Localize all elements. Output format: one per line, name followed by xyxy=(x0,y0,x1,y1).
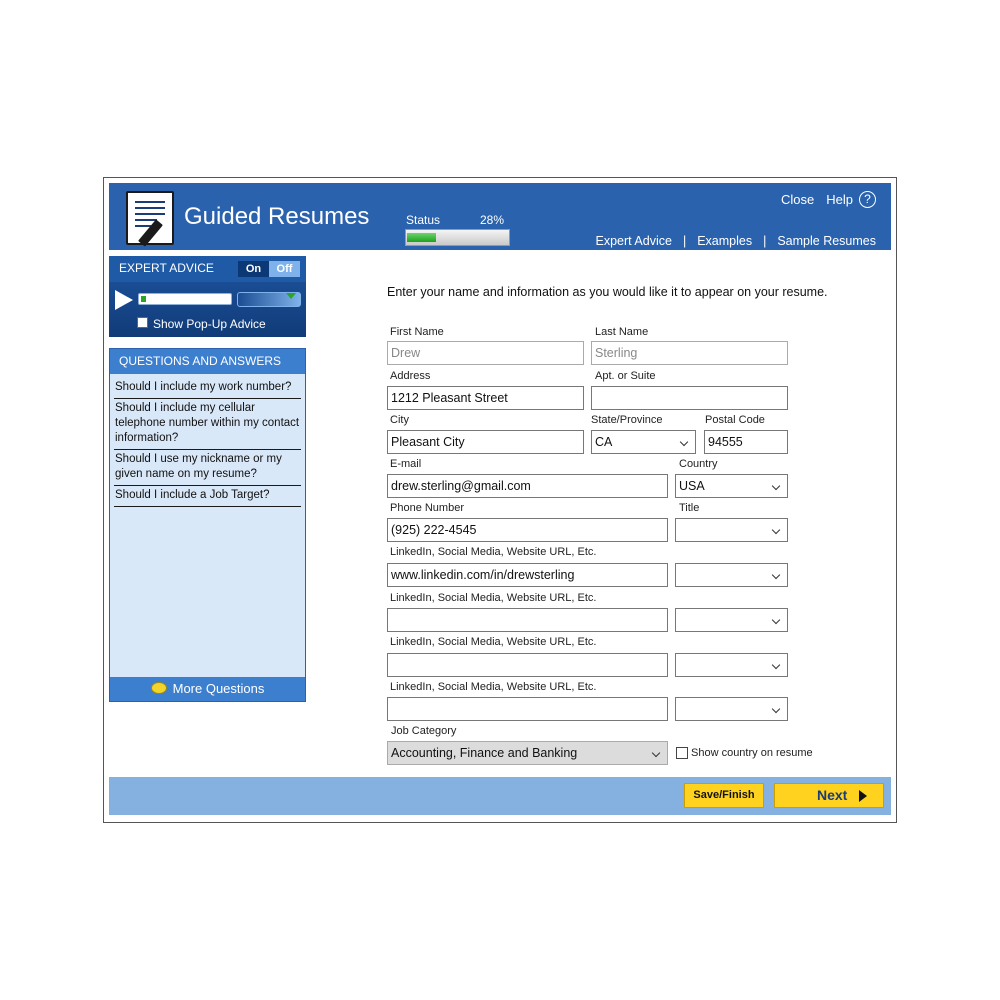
app-title: Guided Resumes xyxy=(184,203,370,230)
show-country-label: Show country on resume xyxy=(691,747,813,759)
advice-toggle xyxy=(238,261,300,277)
help-link[interactable]: Help xyxy=(826,192,853,207)
email-input[interactable]: drew.sterling@gmail.com xyxy=(387,474,668,498)
save-finish-button[interactable]: Save/Finish xyxy=(684,783,764,808)
country-select[interactable]: USA xyxy=(675,474,788,498)
resume-logo-icon xyxy=(126,191,174,245)
qa-panel xyxy=(109,348,306,702)
link-type-select[interactable] xyxy=(675,563,788,587)
qa-list xyxy=(110,374,305,507)
audio-player xyxy=(109,282,306,337)
footer-bar xyxy=(109,777,891,815)
separator: | xyxy=(763,234,767,248)
expert-advice-panel xyxy=(109,256,306,337)
qa-item[interactable]: Should I use my nickname or my given name on my resume? xyxy=(114,450,301,486)
popup-advice-label: Show Pop-Up Advice xyxy=(153,317,266,331)
link-type-select[interactable] xyxy=(675,653,788,677)
first-name-label: First Name xyxy=(390,326,444,338)
speech-bubble-icon xyxy=(151,682,167,694)
close-link[interactable]: Close xyxy=(781,192,815,207)
city-input[interactable]: Pleasant City xyxy=(387,430,584,454)
advice-on-button[interactable]: On xyxy=(238,261,269,277)
link-label: LinkedIn, Social Media, Website URL, Etc. xyxy=(390,546,597,558)
top-links xyxy=(769,191,876,208)
status-progress-bar xyxy=(405,229,510,246)
more-questions-button[interactable] xyxy=(110,677,305,701)
audio-progress-fill xyxy=(141,296,146,302)
job-category-select[interactable]: Accounting, Finance and Banking xyxy=(387,741,668,765)
phone-label: Phone Number xyxy=(390,502,464,514)
link-input[interactable]: www.linkedin.com/in/drewsterling xyxy=(387,563,668,587)
apt-label: Apt. or Suite xyxy=(595,370,656,382)
sample-resumes-link[interactable]: Sample Resumes xyxy=(777,234,876,248)
form-instructions: Enter your name and information as you would like it to appear on your resume. xyxy=(387,285,828,299)
header-bar xyxy=(109,183,891,250)
volume-knob-icon[interactable] xyxy=(286,293,296,299)
address-input[interactable]: 1212 Pleasant Street xyxy=(387,386,584,410)
phone-input[interactable]: (925) 222-4545 xyxy=(387,518,668,542)
arrow-right-icon xyxy=(859,790,867,802)
advice-off-button[interactable]: Off xyxy=(269,261,300,277)
title-label: Title xyxy=(679,502,700,514)
link-label: LinkedIn, Social Media, Website URL, Etc. xyxy=(390,681,597,693)
job-category-label: Job Category xyxy=(391,725,457,737)
apt-input[interactable] xyxy=(591,386,788,410)
app-window xyxy=(103,177,897,823)
city-label: City xyxy=(390,414,409,426)
popup-advice-checkbox[interactable] xyxy=(137,317,148,328)
state-label: State/Province xyxy=(591,414,663,426)
link-label: LinkedIn, Social Media, Website URL, Etc. xyxy=(390,592,597,604)
address-label: Address xyxy=(390,370,431,382)
postal-code-input[interactable]: 94555 xyxy=(704,430,788,454)
last-name-input[interactable]: Sterling xyxy=(591,341,788,365)
volume-slider[interactable] xyxy=(237,292,301,307)
separator: | xyxy=(682,234,687,248)
show-country-checkbox[interactable] xyxy=(676,747,688,759)
next-label: Next xyxy=(817,787,848,803)
link-input[interactable] xyxy=(387,653,668,677)
first-name-input[interactable]: Drew xyxy=(387,341,584,365)
examples-link[interactable]: Examples xyxy=(697,234,753,248)
expert-advice-link[interactable]: Expert Advice xyxy=(595,234,672,248)
status-label: Status xyxy=(406,213,441,227)
audio-progress-bar[interactable] xyxy=(138,293,232,305)
email-label: E-mail xyxy=(390,458,422,470)
postal-code-label: Postal Code xyxy=(705,414,765,426)
help-icon[interactable]: ? xyxy=(859,191,876,208)
qa-item[interactable]: Should I include my work number? xyxy=(114,378,301,399)
qa-title: QUESTIONS AND ANSWERS xyxy=(110,349,305,374)
link-input[interactable] xyxy=(387,608,668,632)
status-percent: 28% xyxy=(480,213,505,227)
link-type-select[interactable] xyxy=(675,697,788,721)
more-questions-label: More Questions xyxy=(172,681,265,696)
link-input[interactable] xyxy=(387,697,668,721)
link-label: LinkedIn, Social Media, Website URL, Etc. xyxy=(390,636,597,648)
last-name-label: Last Name xyxy=(595,326,649,338)
expert-advice-title: EXPERT ADVICE xyxy=(119,261,214,275)
link-type-select[interactable] xyxy=(675,608,788,632)
next-button[interactable] xyxy=(774,783,884,808)
state-select[interactable]: CA xyxy=(591,430,696,454)
qa-item[interactable]: Should I include a Job Target? xyxy=(114,486,301,507)
qa-item[interactable]: Should I include my cellular telephone number within my contact information? xyxy=(114,399,301,450)
status-progress-fill xyxy=(407,233,436,242)
play-icon[interactable] xyxy=(115,290,133,310)
nav-links xyxy=(596,234,876,248)
title-select[interactable] xyxy=(675,518,788,542)
country-label: Country xyxy=(679,458,718,470)
